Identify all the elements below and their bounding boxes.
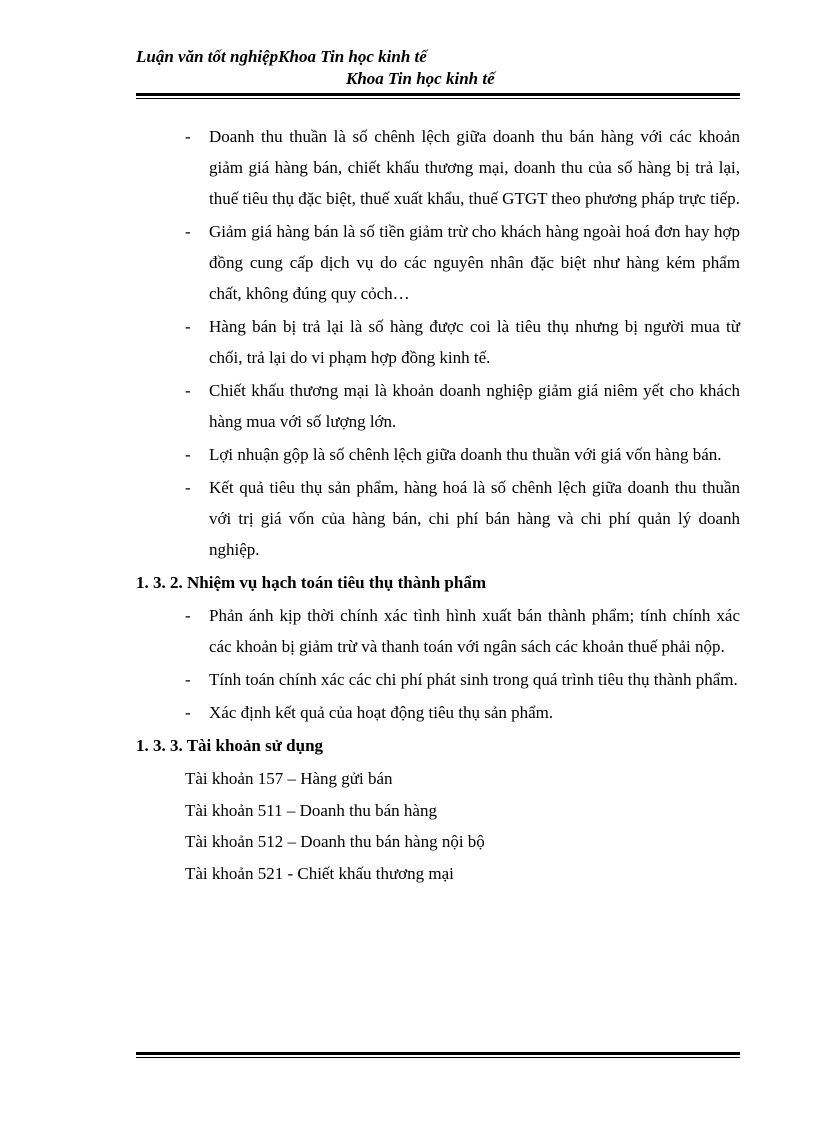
- account-line: Tài khoản 511 – Doanh thu bán hàng: [185, 800, 437, 820]
- header-title-line2: Khoa Tin học kinh tế: [346, 69, 495, 88]
- bullet-dash: -: [185, 445, 191, 464]
- bullet-dash: -: [185, 670, 191, 689]
- definitions-list: [136, 121, 740, 565]
- duties-list: [136, 600, 740, 728]
- list-item-text: Phản ánh kịp thời chính xác tình hình xuất bán thành phẩm; tính chính xác các khoản bị giảm trừ và thanh toán với ngân sách các khoản thuế phải nộp.: [209, 606, 740, 656]
- bullet-dash: -: [185, 381, 191, 400]
- list-item-text: Kết quả tiêu thụ sản phẩm, hàng hoá là số chênh lệch giữa doanh thu thuần với trị giá vốn của hàng bán, chi phí bán hàng và chi phí quản lý doanh nghiệp.: [209, 478, 740, 559]
- bullet-dash: -: [185, 222, 191, 241]
- account-line: Tài khoản 521 - Chiết khấu thương mại: [185, 863, 454, 883]
- list-item: [136, 664, 740, 695]
- list-item: [136, 439, 740, 470]
- list-item-text: Tính toán chính xác các chi phí phát sinh trong quá trình tiêu thụ thành phẩm.: [209, 670, 738, 689]
- header-title-line1: Luận văn tốt nghiệpKhoa Tin học kinh tế: [136, 47, 427, 66]
- footer-rule-thin: [136, 1057, 740, 1058]
- list-item-text: Giảm giá hàng bán là số tiền giảm trừ cho khách hàng ngoài hoá đơn hay hợp đồng cung cấp dịch vụ do các nguyên nhân đặc biệt như hàng kém phẩm chất, không đúng quy cỏch…: [209, 222, 740, 303]
- list-item: [136, 375, 740, 437]
- list-item-text: Chiết khấu thương mại là khoản doanh nghiệp giảm giá niêm yết cho khách hàng mua với số lượng lớn.: [209, 381, 740, 431]
- section-heading-132: 1. 3. 2. Nhiệm vụ hạch toán tiêu thụ thành phẩm: [136, 573, 486, 592]
- account-line: Tài khoản 512 – Doanh thu bán hàng nội bộ: [185, 832, 485, 851]
- footer-rule-thick: [136, 1052, 740, 1055]
- list-item-text: Lợi nhuận gộp là số chênh lệch giữa doanh thu thuần với giá vốn hàng bán.: [209, 445, 722, 464]
- account-line: Tài khoản 157 – Hàng gửi bán: [185, 769, 393, 788]
- list-item: [136, 600, 740, 662]
- list-item-text: Hàng bán bị trả lại là số hàng được coi là tiêu thụ nhưng bị người mua từ chối, trả lại do vi phạm hợp đồng kinh tế.: [209, 317, 740, 367]
- list-item: [136, 697, 740, 728]
- list-item: [136, 121, 740, 214]
- bullet-dash: -: [185, 317, 191, 336]
- list-item: [136, 472, 740, 565]
- page-body: [136, 121, 740, 889]
- header-rule-thick: [136, 93, 740, 96]
- list-item: [136, 311, 740, 373]
- page-header: [136, 46, 740, 90]
- bullet-dash: -: [185, 703, 191, 722]
- bullet-dash: -: [185, 127, 191, 146]
- list-item-text: Xác định kết quả của hoạt động tiêu thụ sản phẩm.: [209, 703, 554, 722]
- list-item-text: Doanh thu thuần là số chênh lệch giữa doanh thu bán hàng với các khoản giảm giá hàng bán, chiết khấu thương mại, doanh thu của số hàng bị trả lại, thuế tiêu thụ đặc biệt, thuế xuất khẩu, thuế GTGT theo phương pháp trực tiếp.: [209, 127, 740, 208]
- bullet-dash: -: [185, 478, 191, 497]
- section-heading-133: 1. 3. 3. Tài khoản sử dụng: [136, 736, 324, 755]
- bullet-dash: -: [185, 606, 191, 625]
- list-item: [136, 216, 740, 309]
- header-rule-thin: [136, 98, 740, 99]
